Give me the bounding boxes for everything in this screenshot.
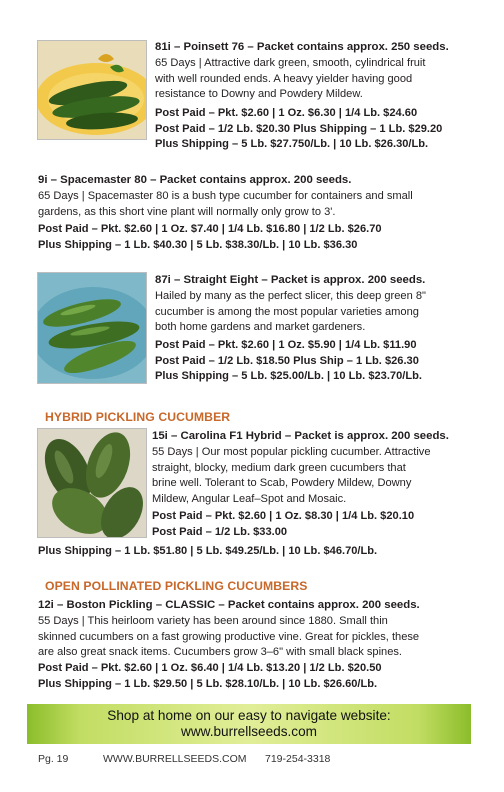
boston-prices [38,661,382,692]
price-line: Post Paid – 1/2 Lb. $20.30 Plus Shipping – 1 Lb. $29.20 [155,122,443,135]
straight-eight-prices [155,338,422,385]
desc-line: Hailed by many as the perfect slicer, this deep green 8" [155,290,426,302]
poinsett-cucumber-photo [37,40,147,140]
straight-eight-description [155,289,475,336]
desc-line: with well rounded ends. A heavy yielder having good [155,72,413,85]
poinsett-prices [155,106,442,153]
price-line: Post Paid – Pkt. $2.60 | 1 Oz. $6.40 | 1/4 Lb. $13.20 | 1/2 Lb. $20.50 [38,662,382,674]
price-line: Plus Shipping – 5 Lb. $25.00/Lb. | 10 Lb. $23.70/Lb. [155,370,422,382]
price-line: Post Paid – 1/2 Lb. $33.00 [152,525,288,538]
price-line: Post Paid – Pkt. $2.60 | 1 Oz. $5.90 | 1/4 Lb. $11.90 [155,339,417,351]
carolina-prices [152,509,414,540]
carolina-cucumber-photo [37,428,147,538]
price-line: Post Paid – 1/2 Lb. $18.50 Plus Ship – 1 Lb. $26.30 [155,354,419,367]
desc-line: both home gardens and market gardeners. [155,321,366,333]
price-line: Post Paid – Pkt. $2.60 | 1 Oz. $8.30 | 1/4 Lb. $20.10 [152,510,415,522]
footer-website: WWW.BURRELLSEEDS.COM [103,753,247,765]
banner-url-link[interactable]: www.burrellseeds.com [181,724,317,739]
desc-line: gardens, as this short vine plant will normally only grow to 3'. [38,205,336,218]
website-banner[interactable] [27,704,471,744]
price-line: Plus Shipping – 1 Lb. $29.50 | 5 Lb. $28.10/Lb. | 10 Lb. $26.60/Lb. [38,677,378,690]
desc-line: 55 Days | This heirloom variety has been around since 1880. Small thin [38,615,388,627]
open-pollinated-heading: OPEN POLLINATED PICKLING CUCUMBERS [45,579,308,593]
straight-eight-cucumber-photo [37,272,147,384]
straight-eight-title: 87i – Straight Eight – Packet is approx. 200 seeds. [155,274,426,286]
desc-line: 55 Days | Our most popular pickling cucumber. Attractive [152,446,431,458]
desc-line: cucumber is among the most popular varieties among [155,305,419,318]
boston-description [38,614,478,661]
desc-line: skinned cucumbers on a fast growing productive vine. Great for pickles, these [38,630,420,643]
carolina-description [152,445,482,507]
price-line: Plus Shipping – 5 Lb. $27.750/Lb. | 10 Lb. $26.30/Lb. [155,138,429,150]
desc-line: are also great snack items. Cucumbers grow 3–6" with small black spines. [38,646,403,658]
hybrid-pickling-heading: HYBRID PICKLING CUCUMBER [45,410,231,424]
carolina-shipping-price: Plus Shipping – 1 Lb. $51.80 | 5 Lb. $49.25/Lb. | 10 Lb. $46.70/Lb. [38,545,378,557]
spacemaster-title: 9i – Spacemaster 80 – Packet contains approx. 200 seeds. [38,174,352,186]
boston-title: 12i – Boston Pickling – CLASSIC – Packet contains approx. 200 seeds. [38,599,420,611]
poinsett-description [155,56,475,103]
poinsett-title: 81i – Poinsett 76 – Packet contains approx. 250 seeds. [155,41,449,53]
price-line: Plus Shipping – 1 Lb. $40.30 | 5 Lb. $38.30/Lb. | 10 Lb. $36.30 [38,238,358,251]
desc-line: Mildew, Angular Leaf–Spot and Mosaic. [152,492,347,505]
desc-line: straight, blocky, medium dark green cucumbers that [152,461,406,474]
price-line: Post Paid – Pkt. $2.60 | 1 Oz. $6.30 | 1/4 Lb. $24.60 [155,107,418,119]
spacemaster-description [38,189,478,220]
footer-phone: 719-254-3318 [265,753,331,765]
desc-line: 65 Days | Spacemaster 80 is a bush type cucumber for containers and small [38,190,413,202]
desc-line: 65 Days | Attractive dark green, smooth, cylindrical fruit [155,57,426,69]
banner-text: Shop at home on our easy to navigate website: [107,708,391,723]
spacemaster-prices [38,222,382,253]
price-line: Post Paid – Pkt. $2.60 | 1 Oz. $7.40 | 1/4 Lb. $16.80 | 1/2 Lb. $26.70 [38,223,382,235]
desc-line: resistance to Downy and Powdery Mildew. [155,88,363,100]
page-number: Pg. 19 [38,753,69,765]
carolina-title: 15i – Carolina F1 Hybrid – Packet is approx. 200 seeds. [152,430,449,442]
desc-line: brine well. Tolerant to Scab, Powdery Mildew, Downy [152,477,412,489]
